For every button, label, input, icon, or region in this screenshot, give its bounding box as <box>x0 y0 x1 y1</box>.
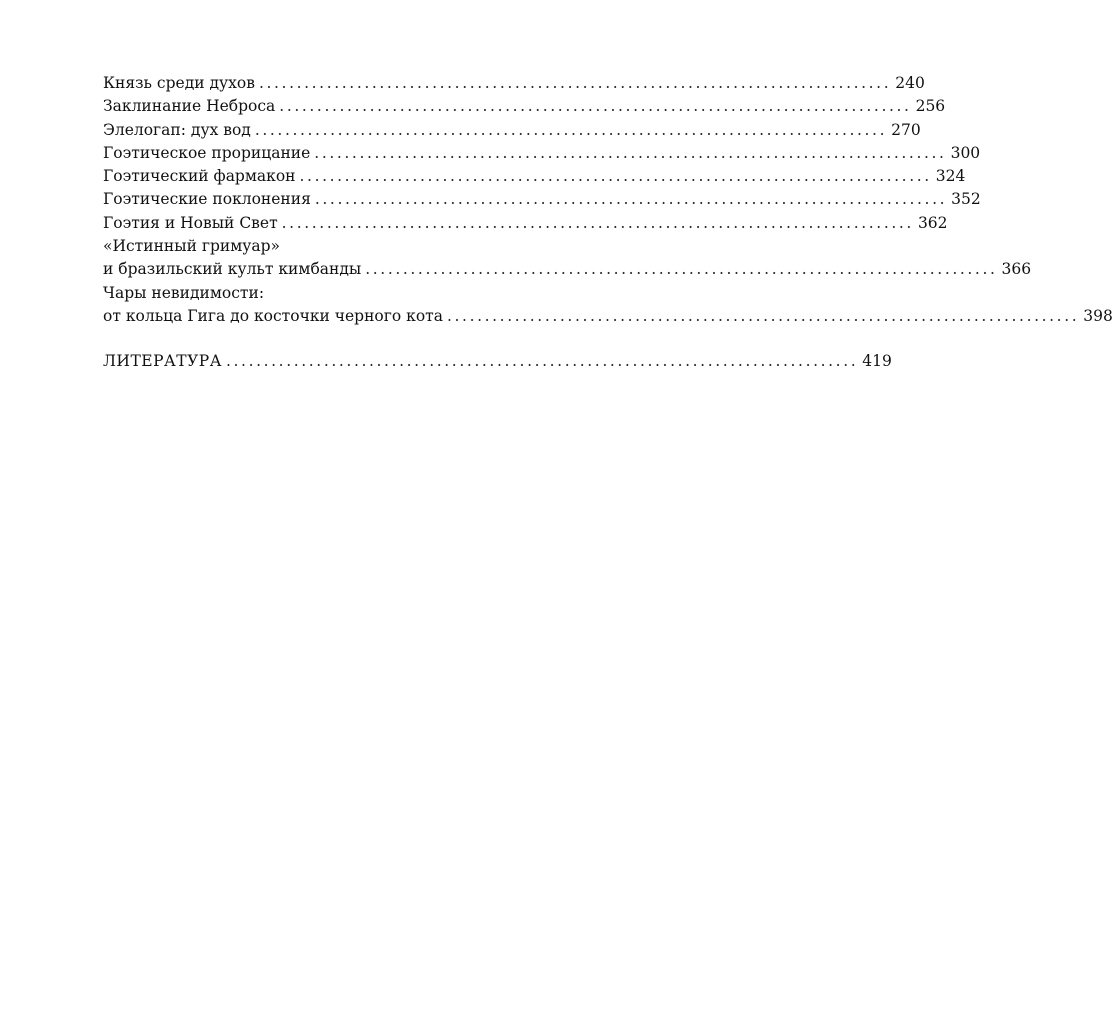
toc-entry-page: 398 <box>1083 306 1113 325</box>
toc-entry-line <box>103 165 966 188</box>
toc-entry-line <box>103 282 569 305</box>
dot-leader: .................................................................................... <box>314 190 948 209</box>
toc-entry[interactable] <box>103 119 921 142</box>
dot-leader: .................................................................................... <box>279 97 912 116</box>
toc-entry-title: Гоэтические поклонения <box>103 190 311 209</box>
toc-entry[interactable] <box>103 72 925 95</box>
dot-leader: .................................................................................... <box>225 352 859 371</box>
toc-entry[interactable] <box>103 165 966 188</box>
toc-entry-title: Заклинание Неброса <box>103 97 276 116</box>
toc-entry-title: Чары невидимости: <box>103 283 265 302</box>
toc-entry-page: 300 <box>950 143 981 162</box>
toc-entry-page: 362 <box>917 213 948 232</box>
dot-leader: .................................................................................... <box>299 167 932 186</box>
toc-entry-line <box>103 119 921 142</box>
dot-leader: .................................................................................... <box>365 260 998 279</box>
toc-entry-title: «Истинный гримуар» <box>103 237 281 256</box>
toc-entry-line <box>103 72 925 95</box>
toc-entry-title-continued: от кольца Гига до косточки черного кота <box>103 306 443 325</box>
toc-entry[interactable] <box>103 235 1032 282</box>
dot-leader: .................................................................................... <box>281 213 914 232</box>
toc-entry-line <box>103 350 892 373</box>
toc-entry-line <box>103 142 981 165</box>
dot-leader: .................................................................................... <box>258 74 892 92</box>
toc-entry-line <box>103 212 948 235</box>
toc-entry[interactable] <box>103 188 981 211</box>
toc-entry-page: 240 <box>895 74 925 92</box>
toc-entry-title: Гоэтическое прорицание <box>103 143 311 162</box>
toc-entry-line <box>103 258 1032 281</box>
toc-entry-line <box>103 305 1113 328</box>
section-spacer <box>103 328 569 350</box>
toc-entry-title-continued: и бразильский культ кимбанды <box>103 260 362 279</box>
dot-leader: .................................................................................... <box>446 306 1080 325</box>
toc-entry-title: Князь среди духов <box>103 74 255 92</box>
toc-entry-line <box>103 95 946 118</box>
toc-entry-page: 256 <box>915 97 946 116</box>
table-of-contents <box>103 72 1113 374</box>
toc-entry[interactable] <box>103 95 946 118</box>
toc-entry-page: 270 <box>891 120 921 139</box>
toc-entry-page: 419 <box>862 352 892 371</box>
toc-entry[interactable] <box>103 212 948 235</box>
toc-entry-line <box>103 235 569 258</box>
toc-entry[interactable] <box>103 142 981 165</box>
toc-entry-title: Элелогап: дух вод <box>103 120 251 139</box>
toc-entry-line <box>103 188 981 211</box>
toc-entry-page: 324 <box>935 167 966 186</box>
toc-entry-page: 366 <box>1001 260 1032 279</box>
dot-leader: .................................................................................... <box>254 120 888 139</box>
toc-entry-page: 352 <box>951 190 981 209</box>
toc-entry[interactable] <box>103 282 1113 329</box>
toc-entry-literature[interactable] <box>103 350 892 373</box>
toc-entry-title: Гоэтический фармакон <box>103 167 296 186</box>
toc-entry-title: ЛИТЕРАТУРА <box>103 352 222 371</box>
toc-entry-title: Гоэтия и Новый Свет <box>103 213 278 232</box>
dot-leader: .................................................................................... <box>314 143 947 162</box>
